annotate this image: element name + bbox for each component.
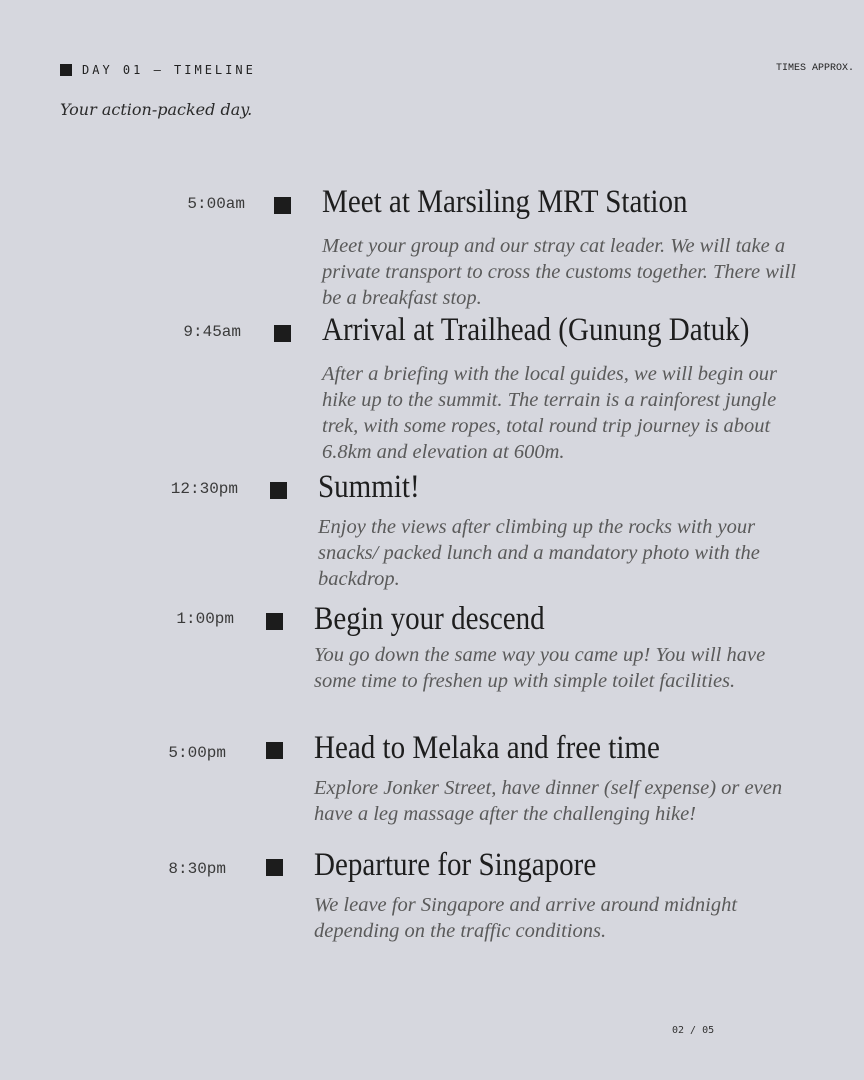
event-title: Begin your descend [314, 601, 545, 637]
event-title: Head to Melaka and free time [314, 730, 660, 766]
event-time: 9:45am [183, 323, 241, 341]
square-marker-icon [266, 859, 283, 876]
event-description: Meet your group and our stray cat leader. We will take a private transport to cross the customs together. There will be a breakfast stop. [322, 235, 796, 309]
page-subtitle: Your action-packed day. [60, 100, 253, 119]
event-time: 8:30pm [168, 860, 226, 878]
event-description: You go down the same way you came up! You will have some time to freshen up with simple toilet facilities. [314, 644, 766, 692]
event-title: Meet at Marsiling MRT Station [322, 184, 688, 220]
page-number: 02 / 05 [672, 1025, 715, 1036]
square-marker-icon [270, 482, 287, 499]
square-marker-icon [266, 613, 283, 630]
event-description: After a briefing with the local guides, we will begin our hike up to the summit. The terrain is a rainforest jungle trek, with some ropes, total round trip journey is about 6.8km and elevation at 600m. [322, 363, 777, 463]
event-time: 12:30pm [170, 480, 238, 498]
event-title: Summit! [318, 469, 420, 505]
square-bullet-icon [60, 64, 72, 76]
event-description: Explore Jonker Street, have dinner (self expense) or even have a leg massage after the challenging hike! [314, 777, 783, 825]
event-description: We leave for Singapore and arrive around midnight depending on the traffic conditions. [314, 894, 738, 942]
section-label: DAY 01 — TIMELINE [82, 63, 256, 77]
times-note: TIMES APPROX. [775, 63, 854, 74]
square-marker-icon [274, 325, 291, 342]
square-marker-icon [266, 742, 283, 759]
event-description: Enjoy the views after climbing up the rocks with your snacks/ packed lunch and a mandatory photo with the backdrop. [318, 516, 760, 590]
event-time: 5:00am [187, 195, 245, 213]
event-time: 5:00pm [168, 744, 226, 762]
event-title: Arrival at Trailhead (Gunung Datuk) [322, 312, 750, 348]
square-marker-icon [274, 197, 291, 214]
event-title: Departure for Singapore [314, 847, 597, 883]
event-time: 1:00pm [176, 610, 234, 628]
section-header [60, 63, 256, 77]
